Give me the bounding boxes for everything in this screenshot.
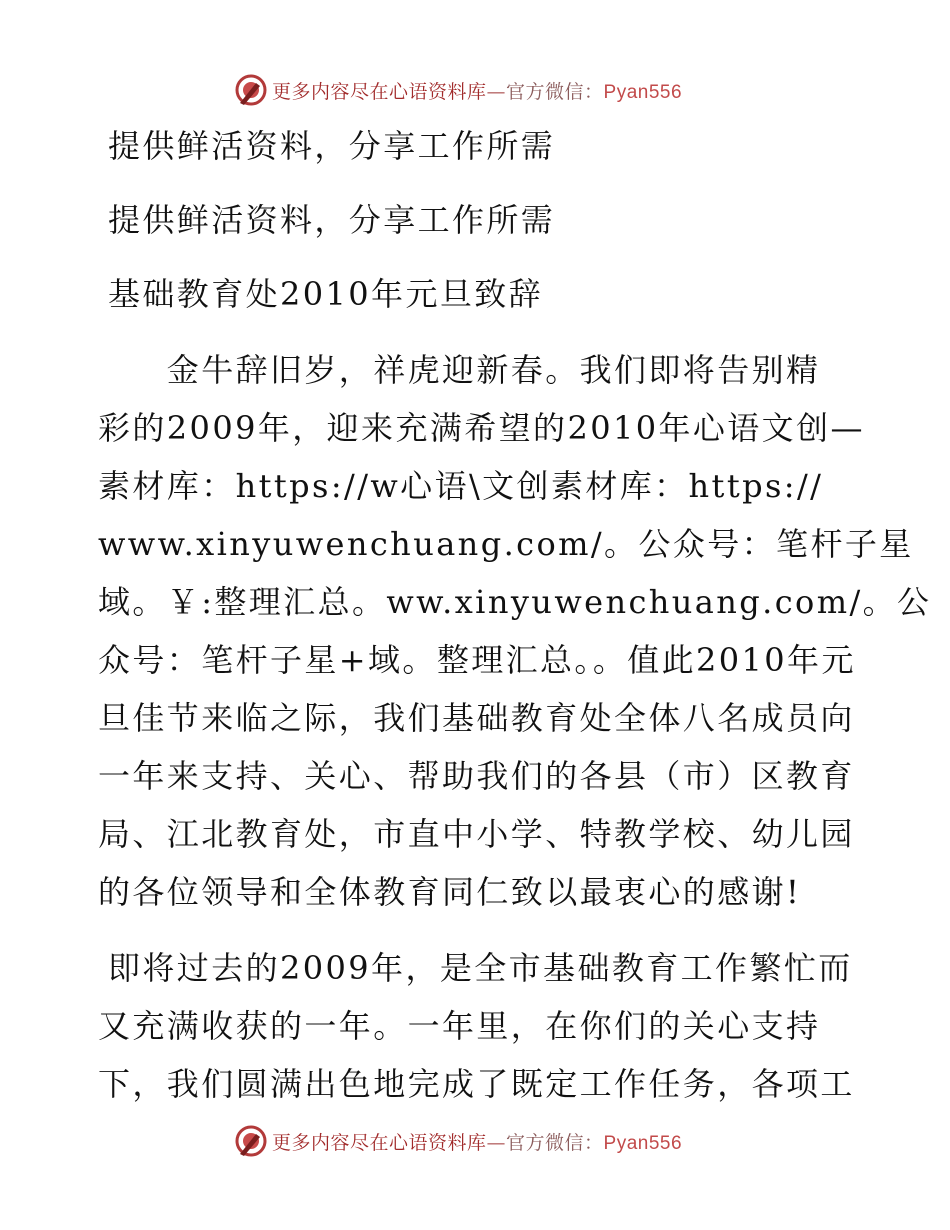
paragraph-line: 彩的2009年，迎来充满希望的2010年心语文创— bbox=[98, 409, 865, 447]
paragraph-2-line: 即将过去的2009年，是全市基础教育工作繁忙而 bbox=[108, 949, 853, 987]
document-title: 基础教育处2010年元旦致辞 bbox=[108, 275, 544, 313]
paragraph-line: 旦佳节来临之际，我们基础教育处全体八名成员向 bbox=[98, 699, 855, 737]
paragraph-line: 众号：笔杆子星+域。整理汇总。。值此2010年元 bbox=[98, 641, 856, 679]
paragraph-line: 一年来支持、关心、帮助我们的各县（市）区教育 bbox=[98, 757, 855, 795]
pen-circle-logo-icon bbox=[234, 73, 268, 107]
paragraph-2-line: 下，我们圆满出色地完成了既定工作任务，各项工 bbox=[98, 1065, 855, 1103]
watermark-text: 更多内容尽在心语资料库—官方微信：Pyan556 bbox=[272, 1131, 683, 1154]
paragraph-line: 域。￥:整理汇总。ww.xinyuwenchuang.com/。公 bbox=[98, 583, 932, 621]
paragraph-line: 金牛辞旧岁，祥虎迎新春。我们即将告别精 bbox=[98, 351, 821, 389]
paragraph-line: 素材库：https://w心语\文创素材库：https:// bbox=[98, 467, 824, 505]
headline-1: 提供鲜活资料，分享工作所需 bbox=[108, 127, 556, 165]
headline-2: 提供鲜活资料，分享工作所需 bbox=[108, 201, 556, 239]
paragraph-2-line: 又充满收获的一年。一年里，在你们的关心支持 bbox=[98, 1007, 821, 1045]
paragraph-line: www.xinyuwenchuang.com/。公众号：笔杆子星 bbox=[98, 525, 914, 563]
pen-circle-logo-icon bbox=[234, 1124, 268, 1158]
watermark-header bbox=[234, 70, 682, 110]
paragraph-line: 局、江北教育处，市直中小学、特教学校、幼儿园 bbox=[98, 815, 855, 853]
watermark-footer bbox=[234, 1121, 682, 1161]
watermark-text: 更多内容尽在心语资料库—官方微信：Pyan556 bbox=[272, 80, 683, 103]
paragraph-line: 的各位领导和全体教育同仁致以最衷心的感谢! bbox=[98, 873, 802, 911]
